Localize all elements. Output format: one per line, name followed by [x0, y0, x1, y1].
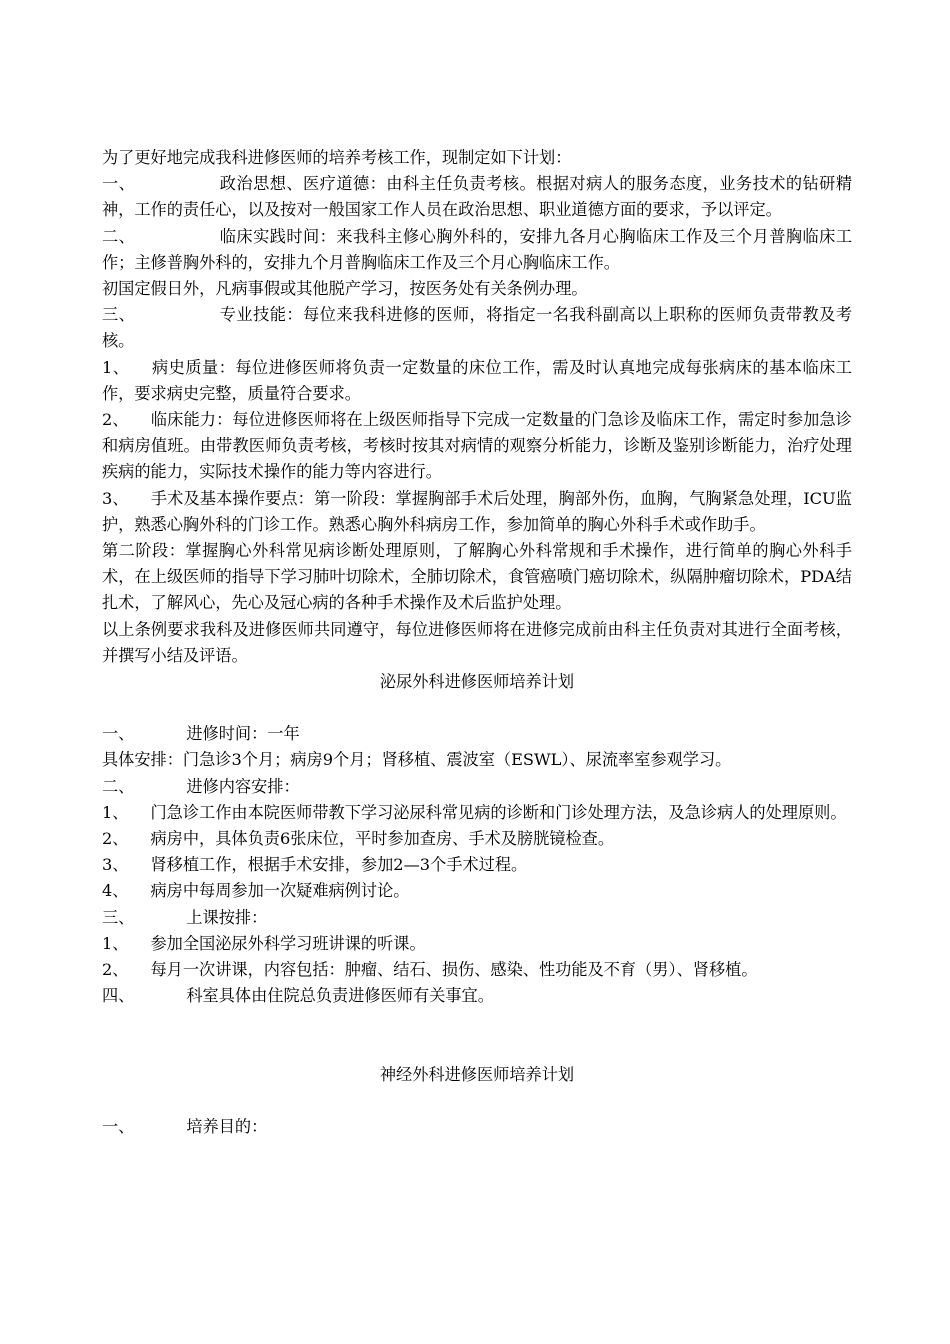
section-text: 政治思想、医疗道德：由科主任负责考核。根据对病人的服务态度，业务技术的钻研精神，工作的责任心，以及按对一般国家工作人员在政治思想、职业道德方面的要求，予以评定。 [102, 174, 853, 220]
section-number: 四、 [102, 986, 135, 1006]
item-text: 每月一次讲课，内容包括：肿瘤、结石、损伤、感染、性功能及不育（男）、肾移植。 [150, 960, 758, 980]
section-number: 二、 [102, 226, 136, 246]
uro-item-3-1 [102, 931, 852, 957]
intro-paragraph: 为了更好地完成我科进修医师的培养考核工作，现制定如下计划： [102, 148, 572, 167]
section-number: 二、 [102, 776, 135, 796]
item-text: 肾移植工作，根据手术安排，参加2—3个手术过程。 [150, 855, 528, 875]
item-number: 2、 [102, 960, 129, 980]
neuro-section-1 [102, 1114, 852, 1140]
section-2-note: 初国定假日外，凡病事假或其他脱产学习，按医务处有关条例办理。 [102, 279, 588, 299]
section-2 [102, 224, 852, 276]
section-number: 三、 [102, 305, 136, 325]
uro-section-3 [102, 905, 852, 931]
uro-item-3-2 [102, 957, 852, 983]
item-3 [102, 486, 852, 538]
item-number: 2、 [102, 410, 129, 430]
item-text: 参加全国泌尿外科学习班讲课的听课。 [150, 933, 426, 953]
section-1 [102, 171, 852, 223]
uro-section-4 [102, 983, 852, 1009]
uro-item-2-3 [102, 852, 852, 878]
item-number: 1、 [102, 357, 130, 377]
uro-item-2-4 [102, 878, 852, 904]
section-text: 上课按排： [186, 907, 268, 927]
item-number: 1、 [102, 933, 129, 953]
section-text: 培养目的： [186, 1116, 268, 1136]
uro-item-2-1 [102, 800, 852, 826]
item-text: 手术及基本操作要点：第一阶段：掌握胸部手术后处理，胸部外伤，血胸，气胸紧急处理，ICU监护，熟悉心胸外科的门诊工作。熟悉心胸外科病房工作，参加简单的胸心外科手术或作助手。 [102, 488, 852, 534]
item-text: 病房中，具体负责6张床位，平时参加查房、手术及膀胱镜检查。 [150, 829, 615, 849]
section-number: 一、 [102, 174, 136, 194]
stage-2-paragraph: 第二阶段：掌握胸心外科常见病诊断处理原则，了解胸心外科常规和手术操作，进行简单的胸心外科手术，在上级医师的指导下学习肺叶切除术，全肺切除术，食管癌喷门癌切除术，纵隔肿瘤切除术，PDA结扎术，了解风心，先心及冠心病的各种手术操作及术后监护处理。 [102, 541, 852, 613]
item-text: 病房中每周参加一次疑难病例讨论。 [150, 881, 410, 901]
uro-section-2 [102, 774, 852, 800]
item-number: 1、 [102, 802, 129, 822]
section-text: 进修内容安排： [186, 776, 300, 796]
uro-section-1 [102, 721, 852, 747]
section-text: 专业技能：每位来我科进修的医师，将指定一名我科副高以上职称的医师负责带教及考核。 [102, 305, 853, 351]
item-number: 3、 [102, 855, 129, 875]
item-2 [102, 407, 852, 486]
item-number: 4、 [102, 881, 129, 901]
item-number: 2、 [102, 829, 129, 849]
section-3 [102, 302, 852, 354]
uro-section-1-detail: 具体安排：门急诊3个月；病房9个月；肾移植、震波室（ESWL）、尿流率室参观学习。 [102, 750, 732, 770]
item-text: 门急诊工作由本院医师带教下学习泌尿科常见病的诊断和门诊处理方法，及急诊病人的处理原则。 [150, 802, 847, 822]
document-page [102, 145, 852, 1140]
closing-paragraph: 以上条例要求我科及进修医师共同遵守，每位进修医师将在进修完成前由科主任负责对其进行全面考核，并撰写小结及评语。 [102, 619, 852, 665]
section-number: 一、 [102, 724, 135, 744]
item-text: 病史质量：每位进修医师将负责一定数量的床位工作，需及时认真地完成每张病床的基本临床工作，要求病史完整，质量符合要求。 [102, 357, 852, 403]
section-number: 三、 [102, 907, 135, 927]
uro-item-2-2 [102, 826, 852, 852]
section-number: 一、 [102, 1116, 135, 1136]
section-text: 科室具体由住院总负责进修医师有关事宜。 [186, 986, 494, 1006]
urology-plan-title: 泌尿外科进修医师培养计划 [379, 672, 575, 692]
section-text: 进修时间：一年 [186, 724, 300, 744]
section-text: 临床实践时间：来我科主修心胸外科的，安排九各月心胸临床工作及三个月普胸临床工作；主修普胸外科的，安排九个月普胸临床工作及三个月心胸临床工作。 [102, 226, 853, 272]
item-1 [102, 355, 852, 407]
item-text: 临床能力：每位进修医师将在上级医师指导下完成一定数量的门急诊及临床工作，需定时参加急诊和病房值班。由带教医师负责考核，考核时按其对病情的观察分析能力，诊断及鉴别诊断能力，治疗处理疾病的能力，实际技术操作的能力等内容进行。 [102, 410, 852, 482]
neurosurgery-plan-title: 神经外科进修医师培养计划 [379, 1064, 575, 1084]
item-number: 3、 [102, 488, 129, 508]
